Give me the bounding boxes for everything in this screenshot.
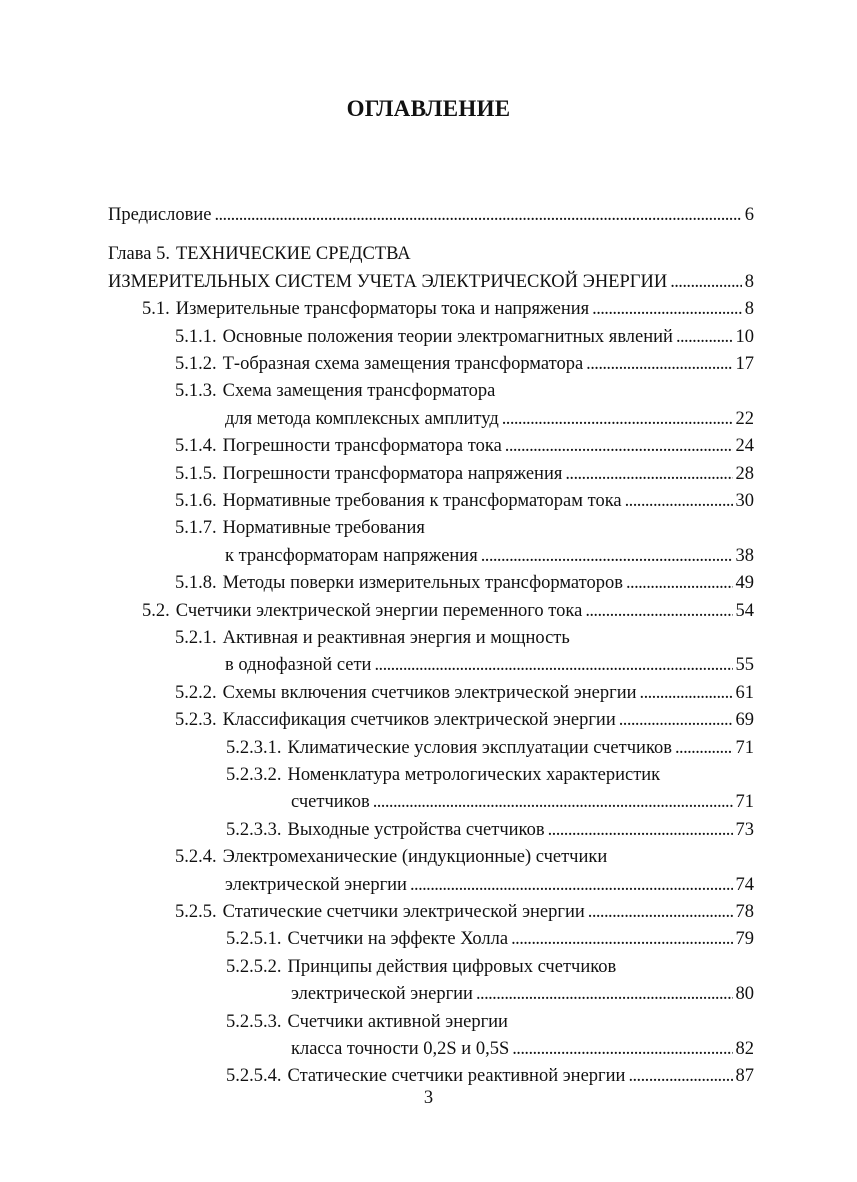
- toc-title: Основные положения теории электромагнитных явлений: [222, 326, 673, 347]
- toc-title: Т-образная схема замещения трансформатора: [222, 354, 584, 374]
- toc-page-number: 38: [735, 545, 754, 566]
- toc-title: Активная и реактивная энергия и мощность: [222, 628, 570, 648]
- toc-title: Статические счетчики реактивной энергии: [287, 1066, 626, 1087]
- toc-title: Предисловие: [108, 205, 212, 225]
- toc-entry-line: [175, 625, 754, 651]
- toc-page-number: 87: [735, 1066, 754, 1087]
- dot-leader: [585, 598, 732, 624]
- toc-page-number: 30: [735, 491, 754, 511]
- toc-entry-line: [226, 735, 754, 761]
- toc-title: ИЗМЕРИТЕЛЬНЫХ СИСТЕМ УЧЕТА ЭЛЕКТРИЧЕСКОЙ ЭНЕРГИИ: [108, 271, 668, 292]
- toc-entry-line: [142, 296, 754, 322]
- toc-title: Счетчики активной энергии: [287, 1011, 508, 1032]
- toc-entry-line: [291, 789, 754, 815]
- toc-title: Нормативные требования: [222, 518, 425, 539]
- toc-page-number: 8: [744, 271, 754, 292]
- toc-number: 5.1.1.: [175, 326, 217, 347]
- toc-number: 5.2.3.3.: [226, 819, 282, 840]
- toc-entry-line: [175, 844, 754, 870]
- toc-number: 5.1.: [142, 299, 170, 320]
- toc-title: Методы поверки измерительных трансформаторов: [222, 573, 623, 594]
- dot-leader: [373, 789, 733, 815]
- toc-number: 5.1.2.: [175, 354, 217, 374]
- toc-number: 5.1.7.: [175, 518, 217, 539]
- toc-entry-line: [108, 241, 754, 267]
- toc-entry-line: [175, 324, 754, 350]
- toc-entry-line: [226, 954, 754, 980]
- toc-title: Выходные устройства счетчиков: [287, 819, 545, 840]
- dot-leader: [625, 488, 733, 514]
- toc-number: 5.2.5.3.: [226, 1011, 282, 1032]
- toc-page-number: 24: [735, 436, 754, 457]
- toc-number: 5.2.3.: [175, 710, 217, 731]
- toc-entry-line: [175, 707, 754, 733]
- toc-entry-line: [226, 1009, 754, 1035]
- toc-title: Статические счетчики электрической энергии: [222, 902, 585, 922]
- toc-entry-line: [175, 351, 754, 377]
- dot-leader: [670, 269, 742, 295]
- toc-number: 5.2.5.: [175, 902, 217, 922]
- dot-leader: [619, 707, 733, 733]
- toc-title: Электромеханические (индукционные) счетчики: [222, 847, 608, 868]
- toc-number: 5.1.4.: [175, 436, 217, 457]
- dot-leader: [626, 570, 733, 596]
- dot-leader: [502, 406, 733, 432]
- toc-page-number: 71: [735, 792, 754, 813]
- dot-leader: [676, 324, 733, 350]
- toc-page-number: 73: [735, 819, 754, 840]
- dot-leader: [675, 735, 733, 761]
- toc-page-number: 82: [735, 1039, 754, 1059]
- toc-title: ТЕХНИЧЕСКИЕ СРЕДСТВА: [175, 244, 411, 265]
- toc-entry-line: [175, 570, 754, 596]
- dot-leader: [628, 1063, 732, 1089]
- toc-title: в однофазной сети: [225, 655, 372, 676]
- toc-entry-line: [226, 1063, 754, 1089]
- dot-leader: [511, 926, 732, 952]
- toc-title: Схемы включения счетчиков электрической энергии: [222, 682, 637, 703]
- toc-title: Погрешности трансформатора тока: [222, 436, 502, 457]
- toc-entry-line: [291, 981, 754, 1007]
- toc-entry-line: [226, 817, 754, 843]
- toc-entry-line: [175, 433, 754, 459]
- toc-number: 5.2.2.: [175, 682, 217, 703]
- toc-entry-line: [108, 269, 754, 295]
- toc-title: электрической энергии: [291, 984, 473, 1005]
- toc-page-number: 71: [735, 737, 754, 758]
- toc-number: 5.1.8.: [175, 573, 217, 594]
- toc-title: счетчиков: [291, 792, 370, 813]
- dot-leader: [588, 899, 733, 925]
- dot-leader: [505, 433, 733, 459]
- toc-number: 5.2.5.1.: [226, 929, 282, 950]
- toc-page-number: 10: [735, 326, 754, 347]
- toc-page-number: 55: [735, 655, 754, 676]
- dot-leader: [548, 817, 733, 843]
- toc-number: 5.2.5.2.: [226, 956, 282, 977]
- toc-page-number: 54: [735, 600, 754, 621]
- toc-page-number: 74: [735, 874, 754, 895]
- toc-title: Номенклатура метрологических характеристик: [287, 765, 661, 785]
- toc-entry-line: [175, 680, 754, 706]
- toc-title: Нормативные требования к трансформаторам тока: [222, 491, 622, 511]
- toc-page-number: 79: [735, 929, 754, 950]
- toc-page-number: 22: [735, 408, 754, 429]
- toc-entry-line: [225, 652, 754, 678]
- toc-page-number: 8: [744, 299, 754, 320]
- toc-title: для метода комплексных амплитуд: [225, 408, 499, 429]
- toc-title: Счетчики на эффекте Холла: [287, 929, 509, 950]
- toc-number: 5.2.1.: [175, 628, 217, 648]
- toc-title: Климатические условия эксплуатации счетчиков: [287, 737, 672, 758]
- toc-page-number: 78: [735, 902, 754, 922]
- toc-title: Погрешности трансформатора напряжения: [222, 463, 563, 484]
- dot-leader: [476, 981, 733, 1007]
- toc-entry-line: [226, 926, 754, 952]
- toc-title: Принципы действия цифровых счетчиков: [287, 956, 617, 977]
- page-number: 3: [423, 1088, 434, 1108]
- toc-entry-line: [175, 488, 754, 514]
- toc-entry-line: [175, 899, 754, 925]
- toc-number: 5.2.4.: [175, 847, 217, 868]
- toc-entry-line: [225, 872, 754, 898]
- toc-title: электрической энергии: [225, 874, 407, 895]
- toc-number: 5.1.3.: [175, 381, 217, 402]
- toc-title: к трансформаторам напряжения: [225, 545, 478, 566]
- toc-number: Глава 5.: [108, 244, 170, 265]
- toc-entry-line: [291, 1036, 754, 1062]
- toc-number: 5.2.3.1.: [226, 737, 282, 758]
- toc-entry-line: [108, 202, 754, 228]
- dot-leader: [481, 543, 733, 569]
- toc-number: 5.2.5.4.: [226, 1066, 282, 1087]
- toc-number: 5.1.6.: [175, 491, 217, 511]
- toc-entry-line: [175, 378, 754, 404]
- toc-entry-line: [175, 461, 754, 487]
- toc-number: 5.2.: [142, 600, 170, 621]
- toc-entry-line: [142, 598, 754, 624]
- toc-number: 5.2.3.2.: [226, 765, 282, 785]
- toc-title: класса точности 0,2S и 0,5S: [291, 1039, 510, 1059]
- toc-entry-line: [175, 515, 754, 541]
- dot-leader: [586, 351, 732, 377]
- page-title: ОГЛАВЛЕНИЕ: [346, 96, 511, 121]
- toc-page-number: 17: [735, 354, 754, 374]
- dot-leader: [374, 652, 732, 678]
- dot-leader: [410, 872, 733, 898]
- toc-number: 5.1.5.: [175, 463, 217, 484]
- toc-page-number: 80: [735, 984, 754, 1005]
- toc-page-number: 61: [735, 682, 754, 703]
- dot-leader: [512, 1036, 732, 1062]
- toc-entry-line: [225, 406, 754, 432]
- toc-page-number: 49: [735, 573, 754, 594]
- toc-entry-line: [226, 762, 754, 788]
- toc-page-number: 69: [735, 710, 754, 731]
- toc-entry-line: [225, 543, 754, 569]
- toc-title: Измерительные трансформаторы тока и напряжения: [175, 299, 590, 320]
- toc-title: Счетчики электрической энергии переменного тока: [175, 600, 583, 621]
- dot-leader: [565, 461, 732, 487]
- toc-page-number: 28: [735, 463, 754, 484]
- toc-title: Схема замещения трансформатора: [222, 381, 496, 402]
- dot-leader: [640, 680, 733, 706]
- toc-page-number: 6: [744, 205, 754, 225]
- dot-leader: [214, 202, 741, 228]
- dot-leader: [592, 296, 742, 322]
- toc-title: Классификация счетчиков электрической энергии: [222, 710, 616, 731]
